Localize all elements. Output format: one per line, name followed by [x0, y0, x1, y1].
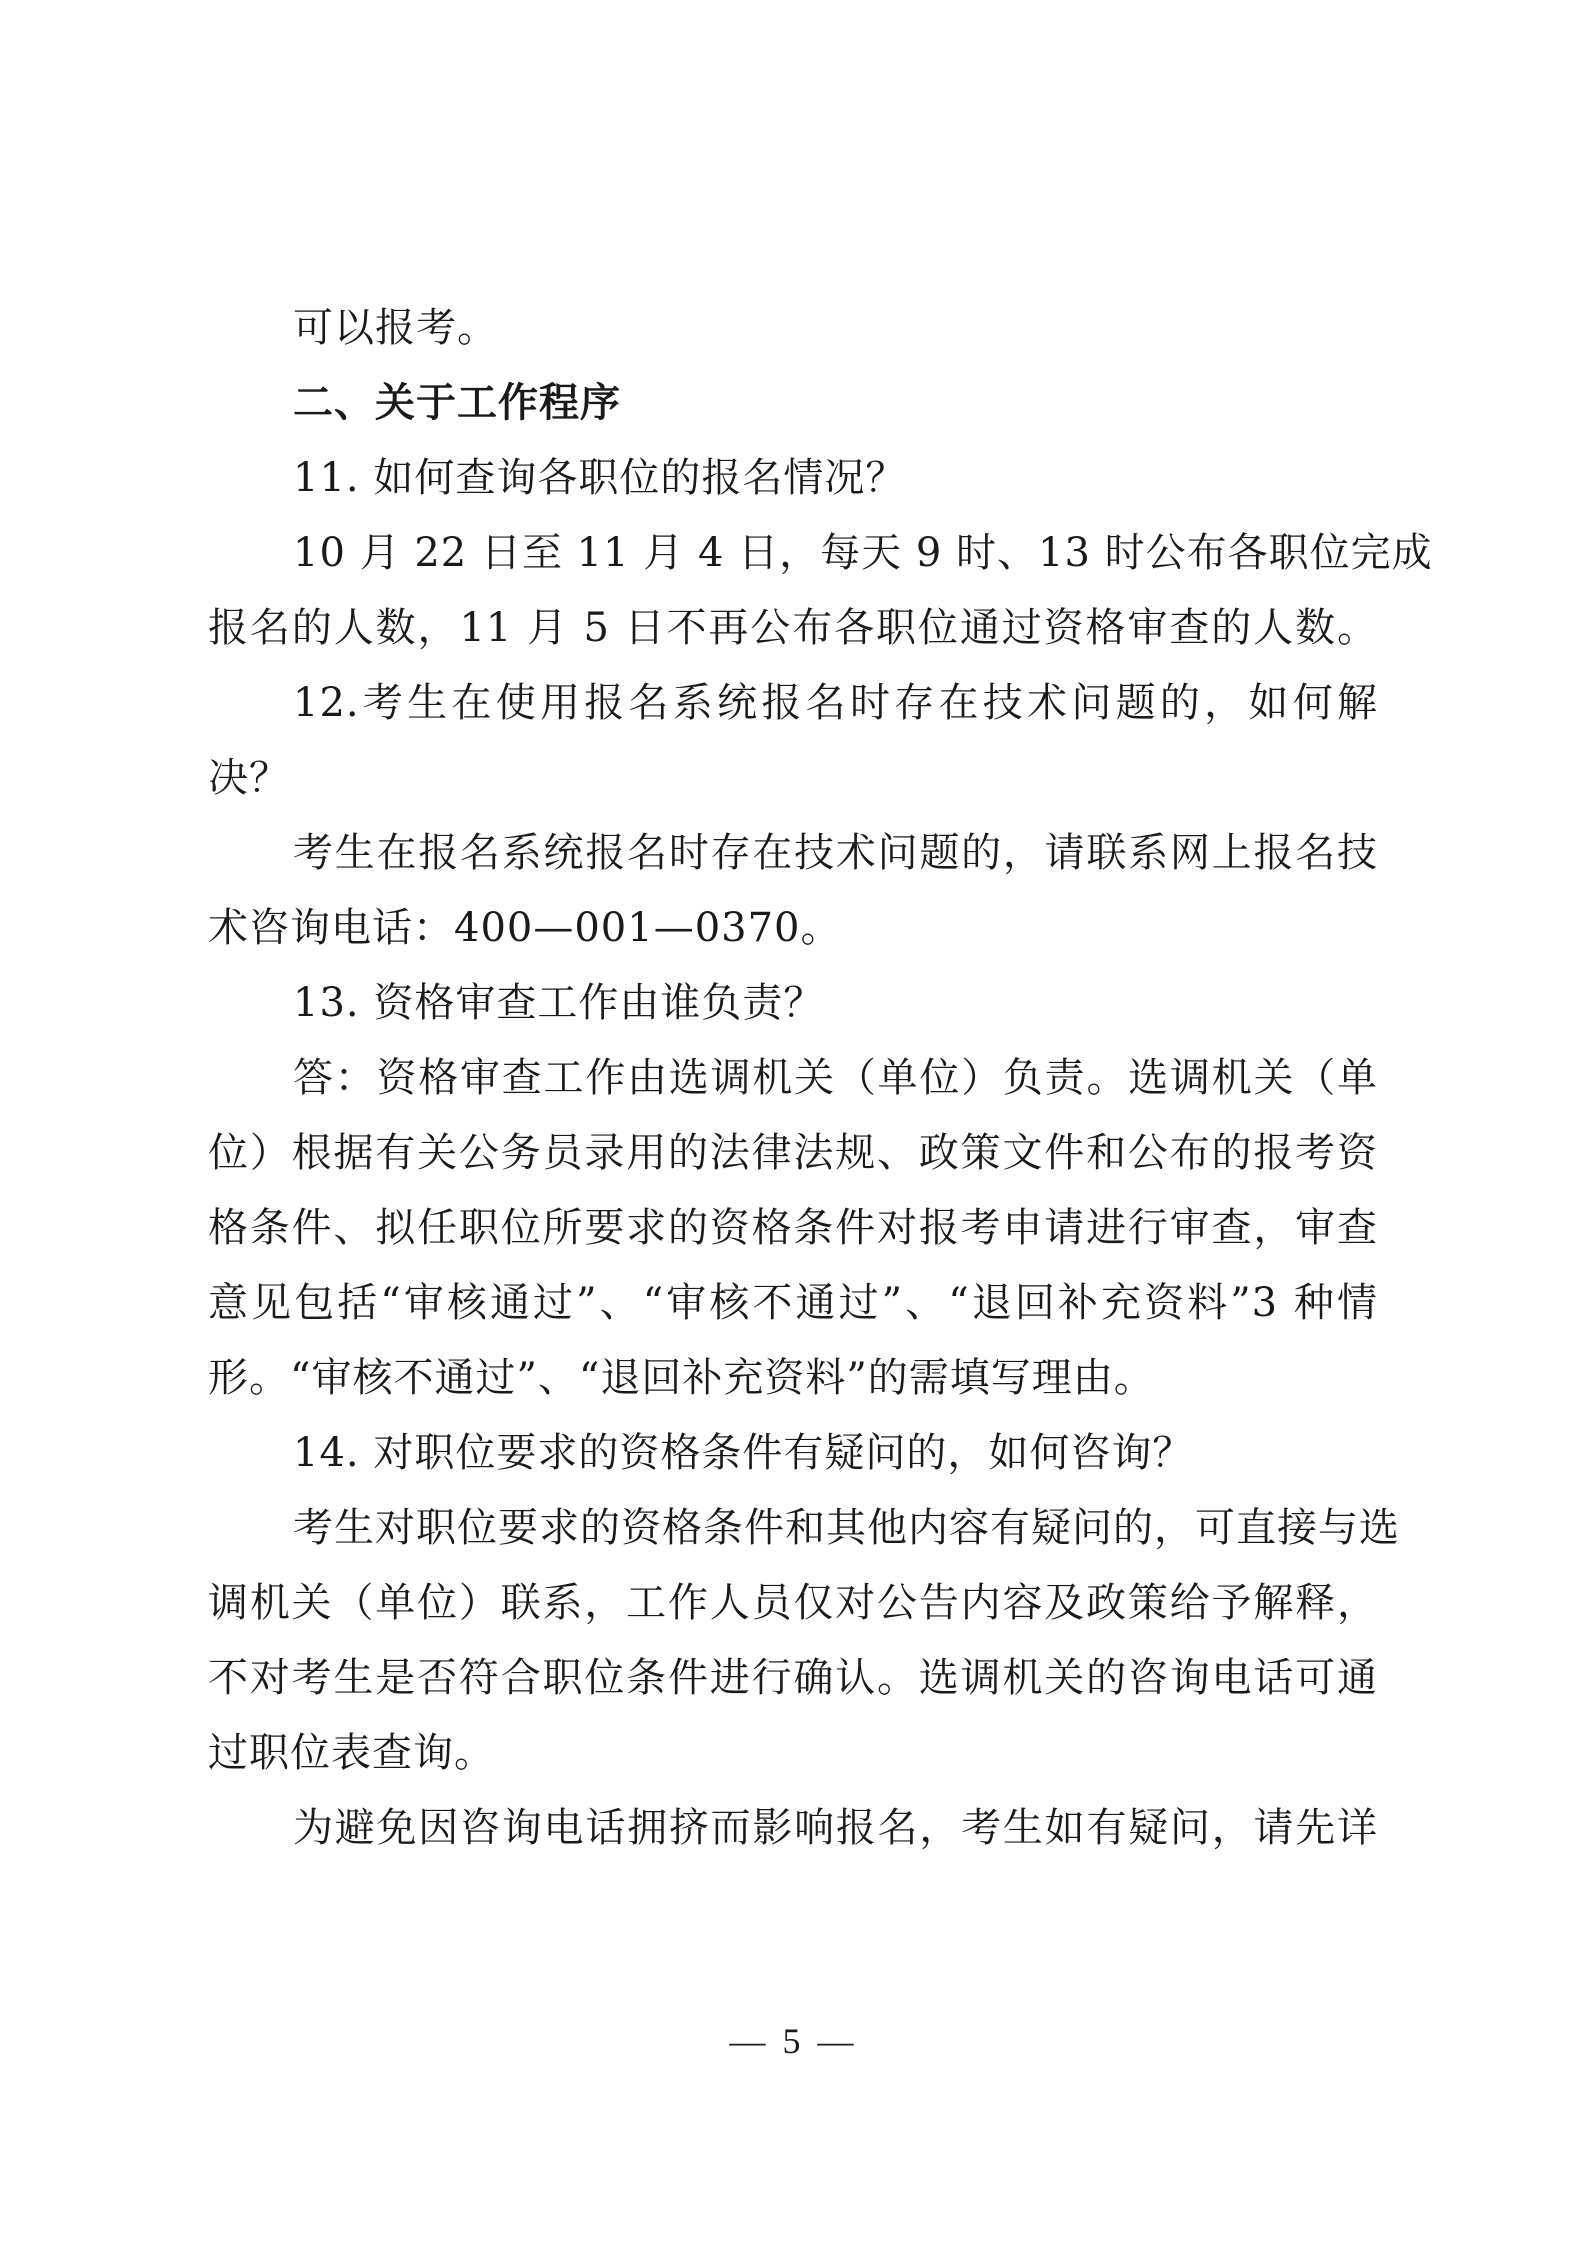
question-heading: 11. 如何查询各职位的报名情况？ [293, 455, 907, 501]
text-line: 答：资格审查工作由选调机关（单位）负责。选调机关（单 [293, 1055, 1378, 1101]
text-line: 10 月 22 日至 11 月 4 日，每天 9 时、13 时公布各职位完成 [293, 530, 1433, 576]
question-heading: 13. 资格审查工作由谁负责？ [293, 980, 825, 1026]
text-line: 为避免因咨询电话拥挤而影响报名，考生如有疑问，请先详 [293, 1805, 1378, 1851]
text-line: 格条件、拟任职位所要求的资格条件对报考申请进行审查，审查 [208, 1205, 1378, 1251]
text-line: 术咨询电话：400—001—0370。 [208, 905, 842, 951]
question-heading: 14. 对职位要求的资格条件有疑问的，如何咨询？ [293, 1430, 1194, 1476]
question-heading: 12.考生在使用报名系统报名时存在技术问题的，如何解 [293, 680, 1378, 726]
text-line: 考生在报名系统报名时存在技术问题的，请联系网上报名技 [293, 830, 1378, 876]
text-line: 可以报考。 [293, 305, 498, 351]
text-line: 调机关（单位）联系，工作人员仅对公告内容及政策给予解释， [208, 1580, 1378, 1626]
text-line: 过职位表查询。 [208, 1730, 495, 1776]
text-line: 形。“审核不通过”、“退回补充资料”的需填写理由。 [208, 1355, 1155, 1401]
page-number: — 5 — [729, 2021, 858, 2061]
text-line: 决？ [208, 755, 290, 801]
text-line: 报名的人数，11 月 5 日不再公布各职位通过资格审查的人数。 [208, 605, 1378, 651]
section-heading: 二、关于工作程序 [293, 380, 621, 426]
text-line: 意见包括“审核通过”、“审核不通过”、“退回补充资料”3 种情 [208, 1280, 1378, 1326]
text-line: 考生对职位要求的资格条件和其他内容有疑问的，可直接与选 [293, 1505, 1400, 1551]
text-line: 不对考生是否符合职位条件进行确认。选调机关的咨询电话可通 [208, 1655, 1378, 1701]
text-line: 位）根据有关公务员录用的法律法规、政策文件和公布的报考资 [208, 1130, 1378, 1176]
